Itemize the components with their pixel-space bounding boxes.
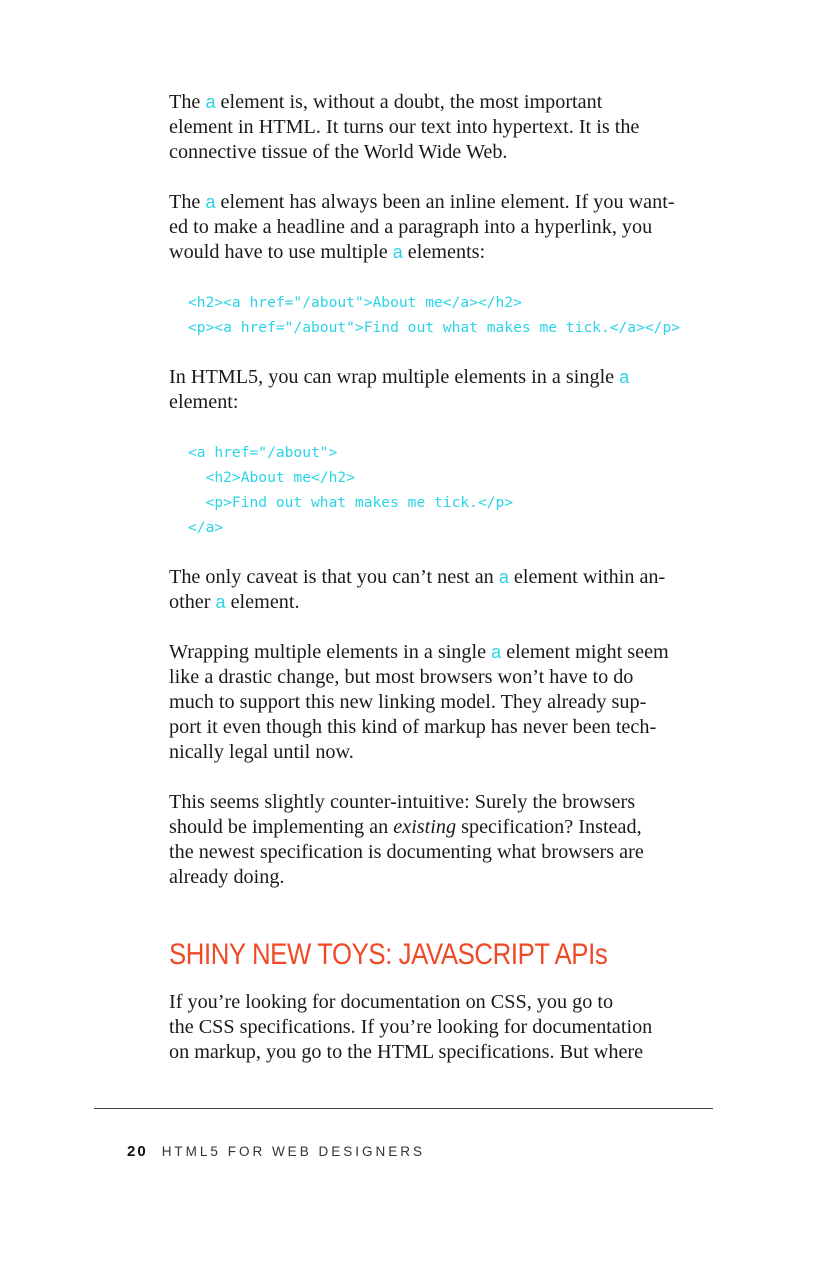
code-line: <h2><a href="/about">About me</a></h2> bbox=[188, 294, 522, 311]
code-line: </a> bbox=[188, 519, 224, 536]
footer-divider bbox=[94, 1108, 713, 1109]
paragraph-documentation: If you’re looking for documentation on CSS, you go to the CSS specifications. If you’re looking for documentation on markup, you go to the HTML specifications. But where bbox=[169, 991, 653, 1063]
inline-code-a: a bbox=[215, 592, 226, 612]
inline-code-a: a bbox=[491, 642, 502, 662]
paragraph-drastic-change: Wrapping multiple elements in a single a element might seem like a drastic change, but most browsers won’t have to do much to support this new linking model. They already sup- port it even though this kind of markup has never been tech- nically legal until now. bbox=[169, 641, 669, 763]
inline-code-a: a bbox=[498, 567, 509, 587]
section-heading: SHINY NEW TOYS: JAVASCRIPT APIs bbox=[169, 938, 608, 971]
paragraph-counter-intuitive: This seems slightly counter-intuitive: Surely the browsers should be implementing an existing specification? Instead, the newest specification is documenting what browsers are already doing. bbox=[169, 791, 644, 888]
code-line: <h2>About me</h2> bbox=[188, 469, 355, 486]
paragraph-a-element-importance: The a element is, without a doubt, the most important element in HTML. It turns our text into hypertext. It is the connective tissue of the World Wide Web. bbox=[169, 91, 640, 163]
inline-code-a: a bbox=[392, 242, 403, 262]
inline-code-a: a bbox=[205, 192, 216, 212]
inline-code-a: a bbox=[205, 92, 216, 112]
paragraph-caveat: The only caveat is that you can’t nest an a element within an- other a element. bbox=[169, 566, 666, 613]
emphasis-existing: existing bbox=[393, 816, 457, 838]
code-block-multiple-links bbox=[188, 290, 680, 340]
page-number: 20 bbox=[127, 1143, 148, 1160]
code-line: <a href="/about"> bbox=[188, 444, 338, 461]
code-line: <p><a href="/about">Find out what makes me tick.</a></p> bbox=[188, 319, 681, 336]
page-footer bbox=[127, 1143, 425, 1161]
code-line: <p>Find out what makes me tick.</p> bbox=[188, 494, 514, 511]
code-block-wrapped-link bbox=[188, 440, 513, 540]
paragraph-inline-element: The a element has always been an inline element. If you want- ed to make a headline and a paragraph into a hyperlink, you would have to use multiple a elements: bbox=[169, 191, 675, 263]
inline-code-a: a bbox=[619, 367, 630, 387]
paragraph-html5-wrap: In HTML5, you can wrap multiple elements in a single a element: bbox=[169, 366, 630, 413]
running-title: HTML5 FOR WEB DESIGNERS bbox=[161, 1144, 425, 1159]
